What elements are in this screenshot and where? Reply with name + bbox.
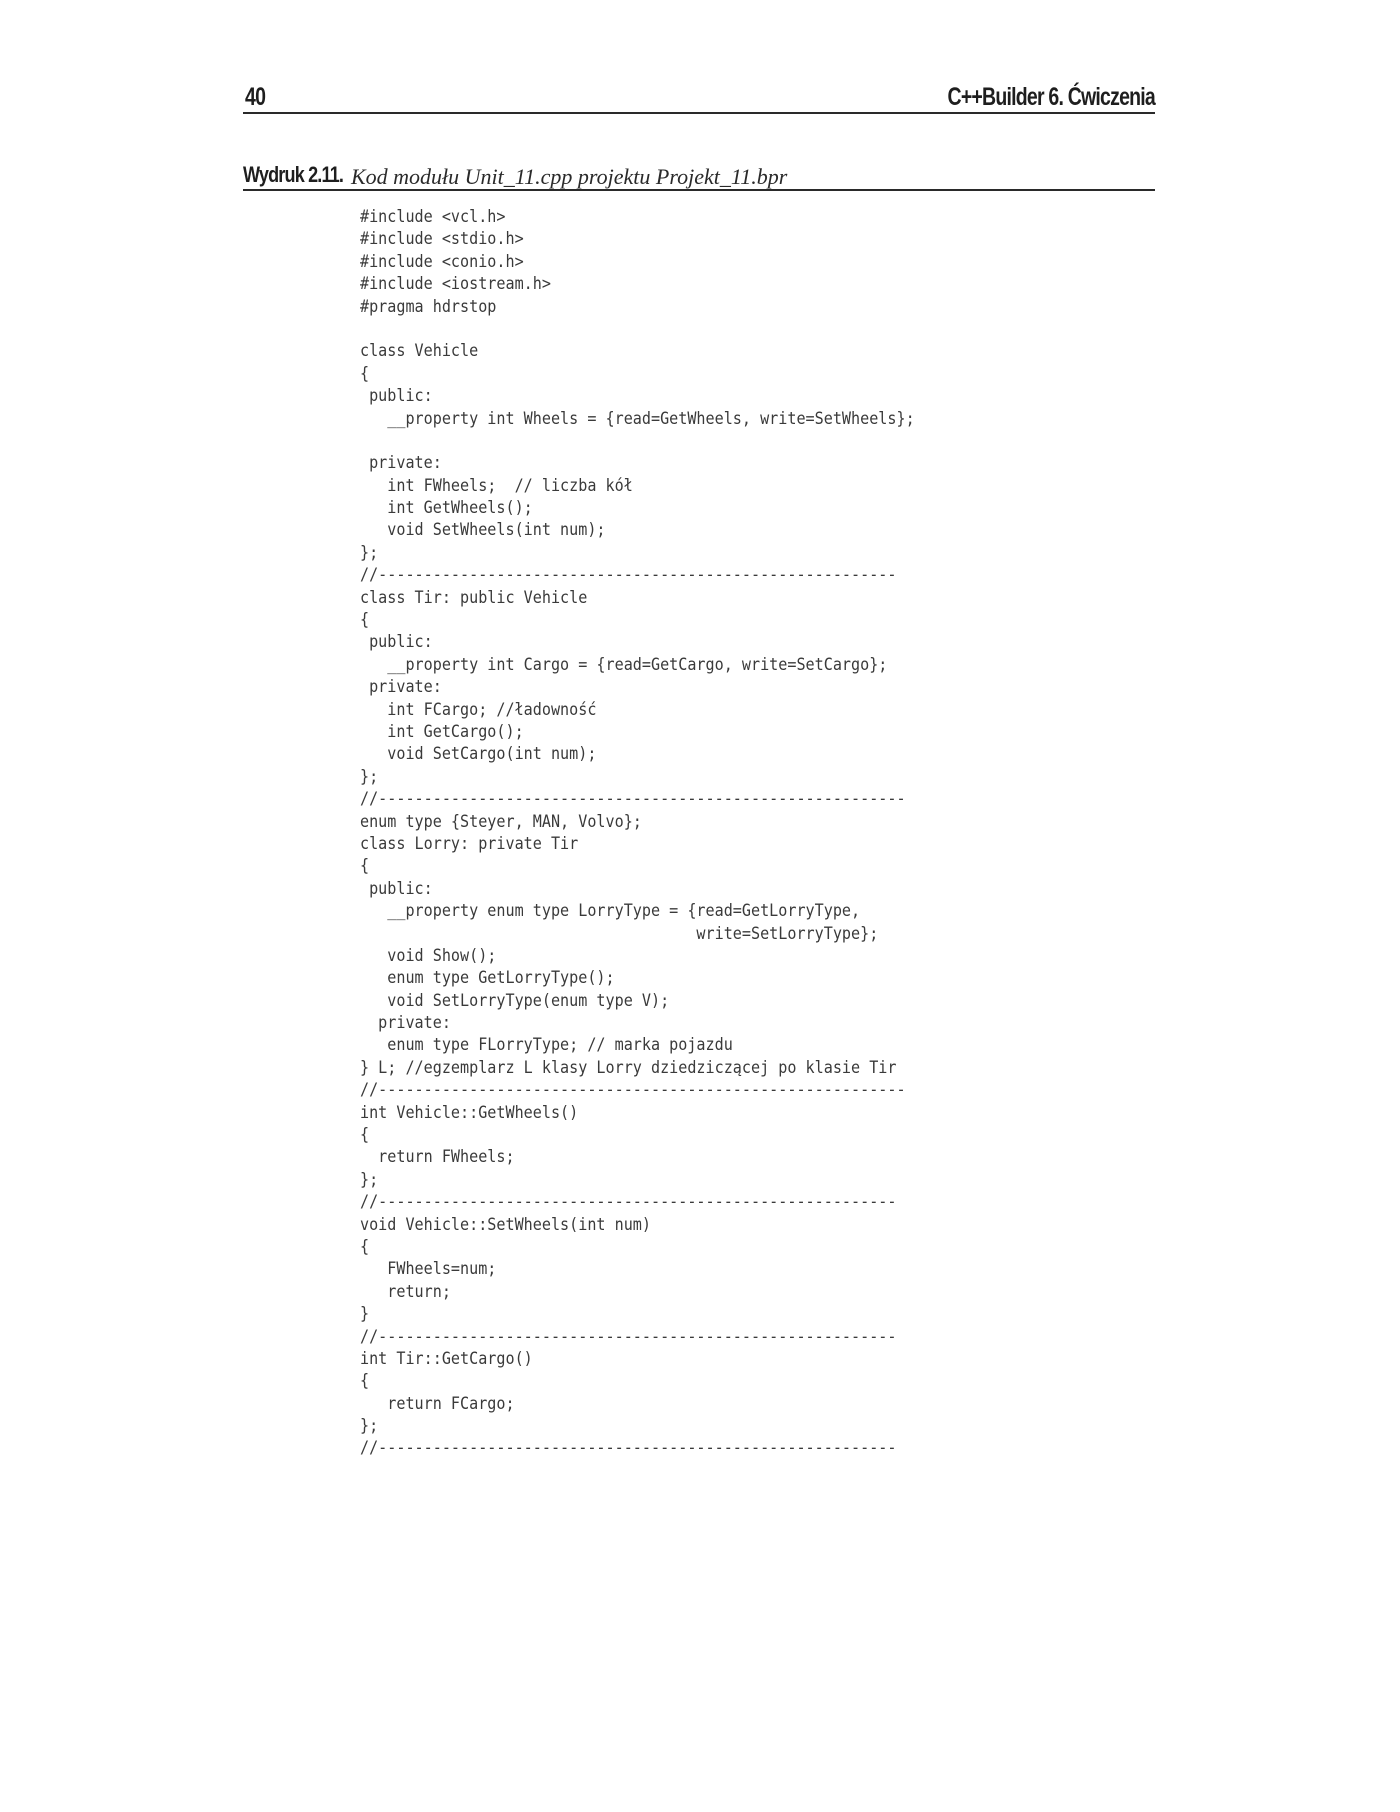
listing-caption-text: Kod modułu Unit_11.cpp projektu Projekt_11.bpr (351, 164, 788, 189)
code-line: { (360, 1235, 370, 1256)
code-line: }; (360, 765, 379, 786)
code-line: //--------------------------------------------------------- (360, 1325, 897, 1346)
page-number: 40 (245, 83, 266, 111)
code-line: }; (360, 1415, 379, 1436)
code-line: } L; //egzemplarz L klasy Lorry dziedziczącej po klasie Tir (360, 1056, 897, 1077)
code-line: return; (360, 1280, 451, 1301)
code-line: //--------------------------------------------------------- (360, 564, 897, 585)
code-line: FWheels=num; (360, 1258, 497, 1279)
code-line: private: (360, 676, 442, 697)
code-line: { (360, 855, 370, 876)
code-line: }; (360, 541, 379, 562)
code-line: //---------------------------------------------------------- (360, 1079, 906, 1100)
code-line: enum type GetLorryType(); (360, 967, 615, 988)
code-line: #include <conio.h> (360, 250, 524, 271)
code-line: void SetLorryType(enum type V); (360, 989, 670, 1010)
code-line: #include <iostream.h> (360, 273, 551, 294)
code-line: return FWheels; (360, 1146, 515, 1167)
code-line: //---------------------------------------------------------- (360, 788, 906, 809)
listing-label: Wydruk 2.11. (243, 162, 344, 187)
code-line: private: (360, 1012, 451, 1033)
code-line: public: (360, 877, 433, 898)
code-line: { (360, 1370, 370, 1391)
code-line: { (360, 362, 370, 383)
code-line: int Vehicle::GetWheels() (360, 1101, 579, 1122)
code-line: class Tir: public Vehicle (360, 586, 588, 607)
code-line: { (360, 1124, 370, 1145)
code-line: enum type FLorryType; // marka pojazdu (360, 1034, 733, 1055)
code-line: __property int Wheels = {read=GetWheels, write=SetWheels}; (360, 407, 915, 428)
code-line: void SetCargo(int num); (360, 743, 597, 764)
code-line: enum type {Steyer, MAN, Volvo}; (360, 810, 642, 831)
code-line: public: (360, 385, 433, 406)
code-line: { (360, 609, 370, 630)
code-line (360, 317, 915, 339)
code-line: //--------------------------------------------------------- (360, 1191, 897, 1212)
code-line: void Show(); (360, 944, 497, 965)
code-line: int GetWheels(); (360, 497, 533, 518)
code-line: void SetWheels(int num); (360, 519, 606, 540)
code-line: int GetCargo(); (360, 720, 524, 741)
code-line: class Lorry: private Tir (360, 832, 579, 853)
page-header (243, 80, 1155, 114)
code-line: }; (360, 1168, 379, 1189)
listing-caption (243, 162, 1155, 191)
book-title: C++Builder 6. Ćwiczenia (947, 83, 1155, 111)
code-line: //--------------------------------------------------------- (360, 1437, 897, 1458)
code-line: #include <vcl.h> (360, 206, 506, 226)
code-line (360, 429, 915, 451)
code-line: class Vehicle (360, 340, 479, 361)
code-line: #include <stdio.h> (360, 228, 524, 249)
code-line: void Vehicle::SetWheels(int num) (360, 1213, 651, 1234)
code-line: __property enum type LorryType = {read=GetLorryType, (360, 900, 861, 921)
code-line: int FWheels; // liczba kół (360, 474, 633, 495)
code-line: private: (360, 452, 442, 473)
code-line: int FCargo; //ładowność (360, 698, 597, 719)
code-line: #pragma hdrstop (360, 295, 497, 316)
code-line: __property int Cargo = {read=GetCargo, write=SetCargo}; (360, 653, 888, 674)
code-line: public: (360, 631, 433, 652)
code-listing (360, 205, 915, 1459)
code-line: } (360, 1303, 370, 1324)
code-line: write=SetLorryType}; (360, 922, 879, 943)
code-line: int Tir::GetCargo() (360, 1347, 533, 1368)
code-line: return FCargo; (360, 1392, 515, 1413)
